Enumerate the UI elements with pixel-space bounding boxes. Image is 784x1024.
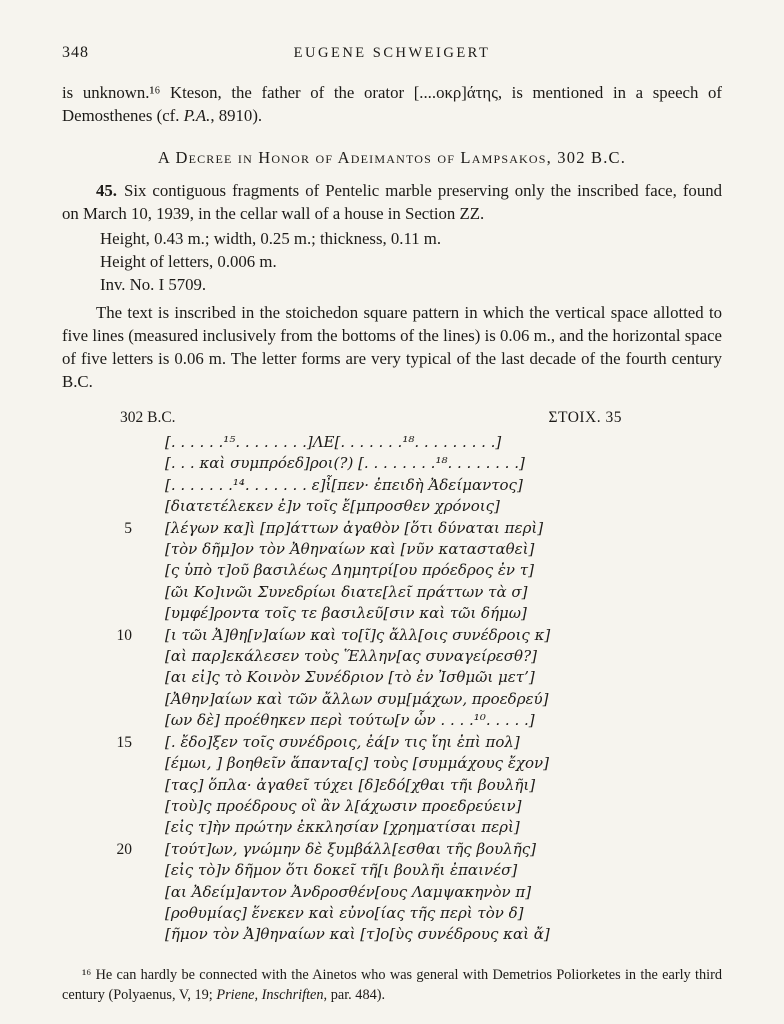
inscription-date-label: 302 B.C. — [120, 409, 176, 426]
greek-text: [ῆμον τὸν Ἀ]θηναίων καὶ [τ]ο[ὺς συνέδρους καὶ ἄ] — [165, 925, 550, 944]
inscription-line — [62, 710, 722, 731]
inscription-line-number — [62, 689, 132, 710]
inscription-line-number: 20 — [116, 840, 132, 858]
inscription-line-number: 15 — [116, 733, 132, 751]
inscription-line-number — [62, 582, 132, 603]
inscription-line — [62, 560, 722, 581]
footnote-text: ¹⁶ He can hardly be connected with the Ainetos who was general with Demetrios Poliorketes in the early third century (Polyaenus, V, 19; — [62, 966, 722, 1004]
inscription-line-number — [62, 903, 132, 924]
inscription-line — [62, 817, 722, 838]
inscription-line-number — [62, 496, 132, 517]
inscription-line — [62, 732, 722, 753]
greek-text: [λέγων κα]ὶ [πρ]άττων ἀγαθὸν [ὅτι δύναται περὶ] — [165, 518, 544, 537]
greek-text: [. . . . . . .¹⁴. . . . . . . ε]ἶ[πεν· ἐπειδὴ Ἀδείμαντος] — [165, 475, 523, 494]
inscription-line-number — [62, 775, 132, 796]
inscription-line — [62, 775, 722, 796]
inscription-line — [62, 432, 722, 453]
page-header — [62, 44, 722, 68]
inscription-line — [62, 518, 722, 539]
greek-text: [τας] ὅπλα· ἀγαθεῖ τύχει [δ]εδό[χθαι τῆι βουλῆι] — [165, 775, 536, 794]
intro-citation: P.A. — [183, 106, 211, 125]
inscription-line — [62, 646, 722, 667]
inscription-line-number — [62, 710, 132, 731]
inscription-line — [62, 603, 722, 624]
greek-text: [Ἀθην]αίων καὶ τῶν ἄλλων συμ[μάχων, προεδρεύ] — [165, 689, 549, 708]
greek-text: [ῶι Κο]ινῶι Συνεδρίωι διατε[λεῖ πράττων τὰ σ] — [165, 582, 528, 601]
inscription-line-number — [62, 539, 132, 560]
inscription-line — [62, 924, 722, 945]
inscription-line-number — [62, 924, 132, 945]
inscription-line-number: 5 — [124, 519, 132, 537]
footnote-text-tail: , par. 484). — [323, 987, 386, 1004]
inscription-line — [62, 689, 722, 710]
inscription-line-number — [62, 603, 132, 624]
footnote — [62, 965, 722, 1006]
greek-text: [εἰς τ]ὴν πρώτην ἐκκλησίαν [χρηματίσαι περὶ] — [165, 818, 520, 837]
section-heading: A Decree in Honor of Adeimantos of Lampsakos, 302 B.C. — [157, 148, 627, 167]
greek-text: [τοὺ]ς προέδρους οἳ ἂν λ[άχωσιν προεδρεύειν] — [165, 796, 522, 815]
greek-text: [αι Ἀδείμ]αντον Ἀνδροσθέν[ους Λαμψακηνὸν π] — [165, 882, 532, 901]
inscription-text-block — [62, 432, 722, 946]
inscription-line-number — [62, 475, 132, 496]
greek-text: [. . . . . .¹⁵. . . . . . . .]ΛΕ[. . . . . . .¹⁸. . . . . . . . .] — [165, 433, 502, 451]
greek-text: [έμωι, ] βοηθεῖν ἅπαντα[ς] τοὺς [συμμάχους ἔχον] — [165, 754, 549, 773]
greek-text: [. ἔδο]ξεν τοῖς συνέδροις, ἐά[ν τις ἴηι ἐπὶ πολ] — [165, 732, 520, 751]
inscription-line-number — [62, 817, 132, 838]
greek-text: [διατετέλεκεν ἐ]ν τοῖς ἔ[μπροσθεν χρόνοις] — [165, 497, 500, 516]
inscription-line — [62, 625, 722, 646]
inscription-line — [62, 475, 722, 496]
inscription-line — [62, 667, 722, 688]
page-number: 348 — [62, 44, 89, 61]
intro-paragraph — [62, 81, 722, 127]
inscription-line — [62, 496, 722, 517]
inscription-line-number — [62, 753, 132, 774]
inscription-line-number: 10 — [116, 626, 132, 644]
inscription-line — [62, 839, 722, 860]
greek-text: [τὸν δῆμ]ον τὸν Ἀθηναίων καὶ [νῦν κατασταθεὶ] — [165, 540, 535, 559]
greek-text: [ων δὲ] προέθηκεν περὶ τούτω[ν ὧν . . . .¹⁰. . . . .] — [165, 711, 535, 730]
greek-text: [ς ὑπὸ τ]οῦ βασιλέως Δημητρί[ου πρόεδρος ἐν τ] — [165, 561, 534, 580]
inscription-line-number — [62, 432, 132, 453]
greek-text: [ροθυμίας] ἕνεκεν καὶ εὐνο[ίας τῆς περὶ τὸν δ] — [165, 903, 524, 922]
measurement-dimensions: Height, 0.43 m.; width, 0.25 m.; thickness, 0.11 m. — [100, 229, 442, 248]
measurement-letter-height: Height of letters, 0.006 m. — [100, 252, 277, 271]
greek-text: [υμφέ]ροντα τοῖς τε βασιλεῦ[σιν καὶ τῶι δήμω] — [165, 604, 527, 623]
inscription-label-row — [62, 409, 722, 427]
greek-text: [αὶ παρ]εκάλεσεν τοὺς Ἕλλην[ας συναγείρεσθ?] — [165, 647, 537, 666]
inscription-line-number — [62, 453, 132, 474]
running-head: EUGENE SCHWEIGERT — [293, 45, 491, 61]
inscription-line-number — [62, 860, 132, 881]
intro-text: is unknown.¹⁶ Kteson, the father of the orator [....οκρ]άτης, is mentioned in a speech of Demosthenes (cf. — [62, 83, 722, 125]
stoichedon-label: ΣΤΟΙΧ. 35 — [548, 409, 622, 426]
description-paragraph: The text is inscribed in the stoichedon square pattern in which the vertical space allotted to five lines (measured inclusively from the bottoms of the lines) is 0.06 m., and the horizontal space of five letters is 0.06 m. The letter forms are very typical of the last decade of the fourth century B.C. — [62, 303, 722, 391]
measurements-block — [100, 227, 722, 296]
intro-text-tail: , 8910). — [210, 106, 263, 125]
inscription-line — [62, 539, 722, 560]
inscription-line-number — [62, 646, 132, 667]
inscription-line — [62, 796, 722, 817]
greek-text: [αι εἰ]ς τὸ Κοινὸν Συνέδριον [τὸ ἐν Ἰσθμῶι μετ’] — [165, 668, 535, 687]
inscription-line-number — [62, 882, 132, 903]
inscription-line-number — [62, 796, 132, 817]
inscription-line — [62, 882, 722, 903]
greek-text: [εἰς τὸ]ν δῆμον ὅτι δοκεῖ τῆ[ι βουλῆι ἐπαινέσ] — [165, 861, 518, 880]
greek-text: [. . . καὶ συμπρόεδ]ροι(?) [. . . . . . . .¹⁸. . . . . . . .] — [165, 454, 525, 473]
footnote-citation: Priene, Inschriften — [216, 987, 324, 1004]
inscription-line-number — [62, 560, 132, 581]
inscription-line — [62, 582, 722, 603]
greek-text: [ι τῶι Ἀ]θη[ν]αίων καὶ το[ῖ]ς ἄλλ[οις συνέδροις κ] — [165, 625, 551, 644]
inscription-line — [62, 453, 722, 474]
inscription-line — [62, 860, 722, 881]
inventory-number: Inv. No. I 5709. — [100, 275, 207, 294]
inscription-line — [62, 903, 722, 924]
entry-number: 45. — [96, 181, 117, 200]
greek-text: [τούτ]ων, γνώμην δὲ ξυμβάλλ[εσθαι τῆς βουλῆς] — [165, 839, 537, 858]
inscription-line-number — [62, 667, 132, 688]
entry-text: Six contiguous fragments of Pentelic marble preserving only the inscribed face, found on March 10, 1939, in the cellar wall of a house in Section ZZ. — [62, 181, 722, 223]
inscription-line — [62, 753, 722, 774]
catalog-entry-paragraph — [62, 179, 722, 225]
